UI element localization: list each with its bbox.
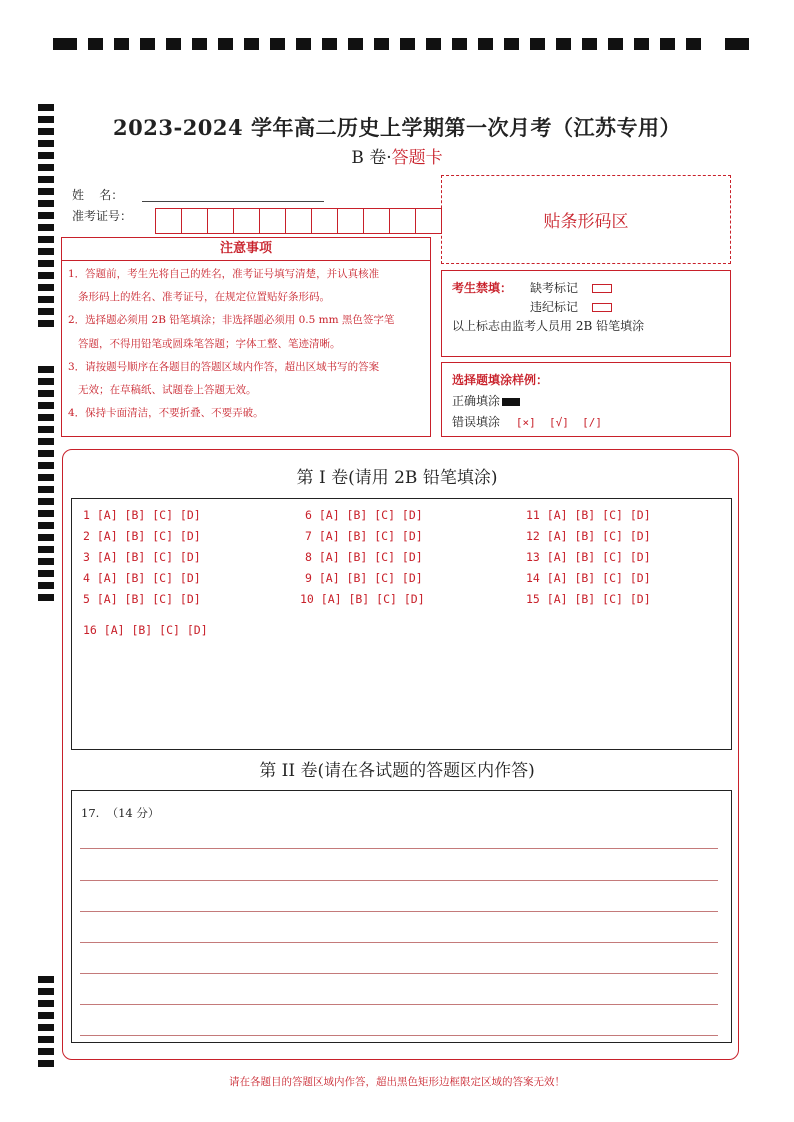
notice-title: 注意事项 xyxy=(61,237,431,261)
forbid-title: 考生禁填： xyxy=(452,281,513,295)
correct-fill-label: 正确填涂 xyxy=(452,394,501,408)
notice-item: 无效；在草稿纸、试题卷上答题无效。 xyxy=(68,384,257,397)
mcq-row[interactable]: 6 [A] [B] [C] [D] xyxy=(305,508,423,522)
exam-id-boxes[interactable] xyxy=(156,208,442,232)
violation-mark-row xyxy=(530,298,612,315)
answer-line[interactable] xyxy=(80,911,718,912)
sample-title: 选择题填涂样例： xyxy=(452,373,549,387)
part2-title: 第 II 卷(请在各试题的答题区内作答) xyxy=(259,761,535,781)
absent-mark-row xyxy=(530,279,612,296)
barcode-area xyxy=(441,175,731,264)
page-title: 2023-2024 学年高二历史上学期第一次月考（江苏专用） xyxy=(113,115,681,140)
timing-marks-top xyxy=(53,38,749,52)
id-digit-box[interactable] xyxy=(389,208,416,234)
mcq-row[interactable]: 1 [A] [B] [C] [D] xyxy=(83,508,201,522)
mcq-row[interactable]: 7 [A] [B] [C] [D] xyxy=(305,529,423,543)
page-subtitle xyxy=(0,143,794,168)
wrong-fill-marks: [×] [√] [/] xyxy=(515,416,602,429)
subtitle-prefix: B 卷· xyxy=(351,148,392,168)
mcq-row[interactable]: 12 [A] [B] [C] [D] xyxy=(526,529,651,543)
mcq-row[interactable]: 14 [A] [B] [C] [D] xyxy=(526,571,651,585)
mcq-row[interactable]: 11 [A] [B] [C] [D] xyxy=(526,508,651,522)
mcq-row[interactable]: 15 [A] [B] [C] [D] xyxy=(526,592,651,606)
wrong-fill-label: 错误填涂 xyxy=(452,415,501,429)
forbid-note: 以上标志由监考人员用 2B 铅笔填涂 xyxy=(452,319,645,333)
wrong-fill-row xyxy=(452,413,602,430)
filled-bubble-icon xyxy=(502,398,520,406)
id-digit-box[interactable] xyxy=(181,208,208,234)
exam-id-label: 准考证号： xyxy=(72,209,133,223)
q17-label: 17. （14 分） xyxy=(81,806,160,820)
mcq-row[interactable]: 8 [A] [B] [C] [D] xyxy=(305,550,423,564)
answer-line[interactable] xyxy=(80,1035,718,1036)
notice-item: 4．保持卡面清洁，不要折叠、不要弄破。 xyxy=(68,407,264,420)
id-digit-box[interactable] xyxy=(155,208,182,234)
answer-line[interactable] xyxy=(80,942,718,943)
id-digit-box[interactable] xyxy=(207,208,234,234)
notice-item: 答题，不得用铅笔或圆珠笔答题；字体工整、笔迹清晰。 xyxy=(68,337,341,350)
violation-mark-box[interactable] xyxy=(592,303,612,312)
id-digit-box[interactable] xyxy=(259,208,286,234)
mcq-row[interactable]: 3 [A] [B] [C] [D] xyxy=(83,550,201,564)
id-digit-box[interactable] xyxy=(311,208,338,234)
notice-item: 2．选择题必须用 2B 铅笔填涂；非选择题必须用 0.5 mm 黑色签字笔 xyxy=(68,314,395,327)
absent-mark-box[interactable] xyxy=(592,284,612,293)
mcq-row[interactable]: 16 [A] [B] [C] [D] xyxy=(83,623,208,637)
footer-warning: 请在各题目的答题区域内作答，超出黑色矩形边框限定区域的答案无效！ xyxy=(229,1076,565,1088)
fill-sample-box xyxy=(441,362,731,437)
barcode-label: 贴条形码区 xyxy=(543,212,629,232)
subtitle-answer-card: 答题卡 xyxy=(391,148,443,168)
notice-item: 3．请按题号顺序在各题目的答题区域内作答，超出区域书写的答案 xyxy=(68,360,380,373)
examiner-only-box xyxy=(441,270,731,357)
mcq-row[interactable]: 10 [A] [B] [C] [D] xyxy=(300,592,425,606)
answer-line[interactable] xyxy=(80,880,718,881)
notice-item: 条形码上的姓名、准考证号，在规定位置贴好条形码。 xyxy=(68,291,331,304)
violation-mark-label: 违纪标记 xyxy=(530,300,579,314)
name-field[interactable] xyxy=(142,201,324,202)
mcq-row[interactable]: 13 [A] [B] [C] [D] xyxy=(526,550,651,564)
id-digit-box[interactable] xyxy=(233,208,260,234)
notice-item: 1．答题前，考生先将自己的姓名，准考证号填写清楚，并认真核准 xyxy=(68,268,380,280)
id-digit-box[interactable] xyxy=(337,208,364,234)
mcq-row[interactable]: 9 [A] [B] [C] [D] xyxy=(305,571,423,585)
id-digit-box[interactable] xyxy=(415,208,442,234)
correct-fill-row xyxy=(452,392,520,409)
answer-line[interactable] xyxy=(80,848,718,849)
q17-answer-box[interactable] xyxy=(71,790,732,1043)
name-label: 姓 名： xyxy=(72,188,124,202)
mcq-row[interactable]: 5 [A] [B] [C] [D] xyxy=(83,592,201,606)
absent-mark-label: 缺考标记 xyxy=(530,281,579,295)
answer-line[interactable] xyxy=(80,973,718,974)
part1-title: 第 I 卷(请用 2B 铅笔填涂) xyxy=(296,468,498,488)
id-digit-box[interactable] xyxy=(363,208,390,234)
id-digit-box[interactable] xyxy=(285,208,312,234)
mcq-row[interactable]: 4 [A] [B] [C] [D] xyxy=(83,571,201,585)
notice-box xyxy=(61,261,431,437)
mcq-row[interactable]: 2 [A] [B] [C] [D] xyxy=(83,529,201,543)
answer-line[interactable] xyxy=(80,1004,718,1005)
